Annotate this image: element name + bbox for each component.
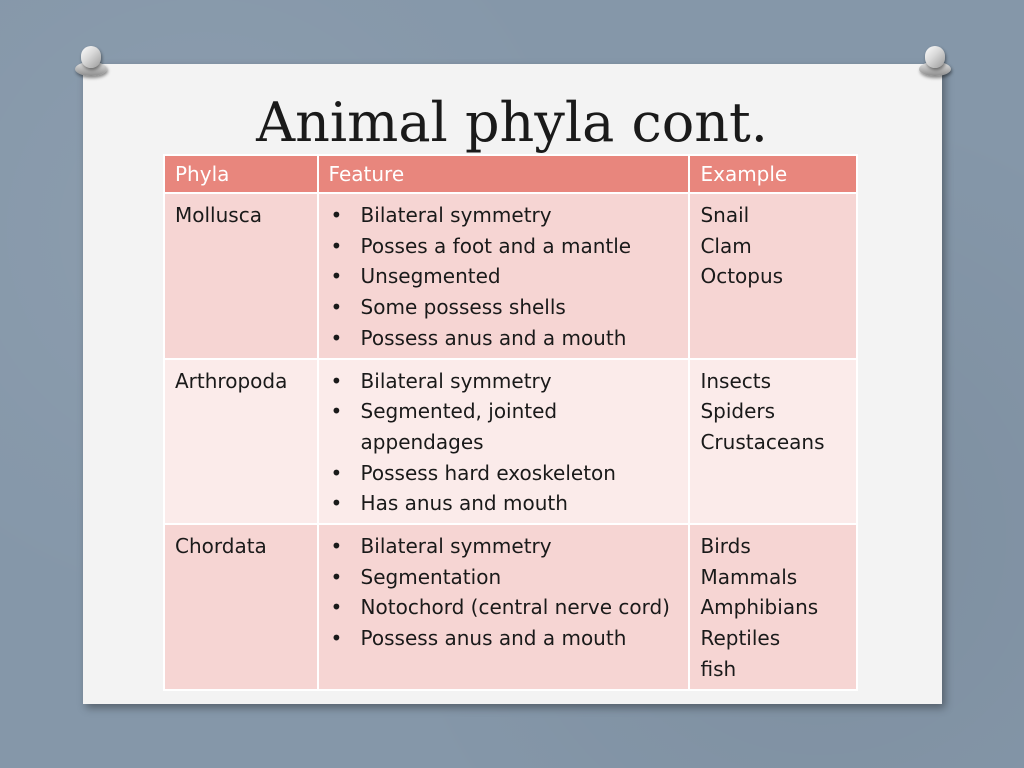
example-item: Crustaceans	[700, 429, 825, 454]
table-row	[164, 524, 857, 690]
feature-list	[329, 366, 679, 520]
example-item: Amphibians	[700, 595, 819, 620]
feature-list	[329, 531, 679, 654]
feature-list	[329, 200, 679, 354]
list-item: • Bilateral symmetry	[329, 200, 679, 231]
feature-cell	[318, 359, 690, 525]
list-item: • Unsegmented	[329, 261, 679, 292]
example-item: Birds	[700, 534, 751, 559]
list-item: • Segmentation	[329, 562, 679, 593]
table-row	[164, 359, 857, 525]
example-item: Insects	[700, 368, 772, 393]
pushpin-icon	[79, 46, 105, 72]
list-item: • Some possess shells	[329, 292, 679, 323]
list-item: • Possess hard exoskeleton	[329, 458, 679, 489]
phyla-cell: Chordata	[164, 524, 318, 690]
example-item: Spiders	[700, 399, 776, 424]
list-item: • Has anus and mouth	[329, 488, 679, 519]
phyla-cell: Mollusca	[164, 193, 318, 359]
example-item: Octopus	[700, 264, 784, 289]
header-feature: Feature	[318, 155, 690, 193]
example-item: Snail	[700, 203, 750, 227]
list-item: • Notochord (central nerve cord)	[329, 592, 679, 623]
pushpin-icon	[923, 46, 949, 72]
example-item: Clam	[700, 233, 752, 258]
feature-cell	[318, 193, 690, 359]
header-example: Example	[689, 155, 857, 193]
list-item: • Bilateral symmetry	[329, 366, 679, 397]
list-item: • Bilateral symmetry	[329, 531, 679, 562]
table-header-row	[164, 155, 857, 193]
phyla-cell: Arthropoda	[164, 359, 318, 525]
list-item: • Possess anus and a mouth	[329, 323, 679, 354]
slide-title: Animal phyla cont.	[256, 91, 768, 154]
phyla-table	[163, 154, 858, 691]
example-item: Mammals	[700, 564, 798, 589]
example-cell	[689, 524, 857, 690]
feature-cell	[318, 524, 690, 690]
list-item: • Possess anus and a mouth	[329, 623, 679, 654]
example-cell	[689, 359, 857, 525]
example-cell	[689, 193, 857, 359]
list-item: • Posses a foot and a mantle	[329, 231, 679, 262]
table-row	[164, 193, 857, 359]
header-phyla: Phyla	[164, 155, 318, 193]
list-item: • Segmented, jointed appendages	[329, 396, 679, 457]
example-item: fish	[700, 656, 737, 681]
example-item: Reptiles	[700, 626, 781, 651]
